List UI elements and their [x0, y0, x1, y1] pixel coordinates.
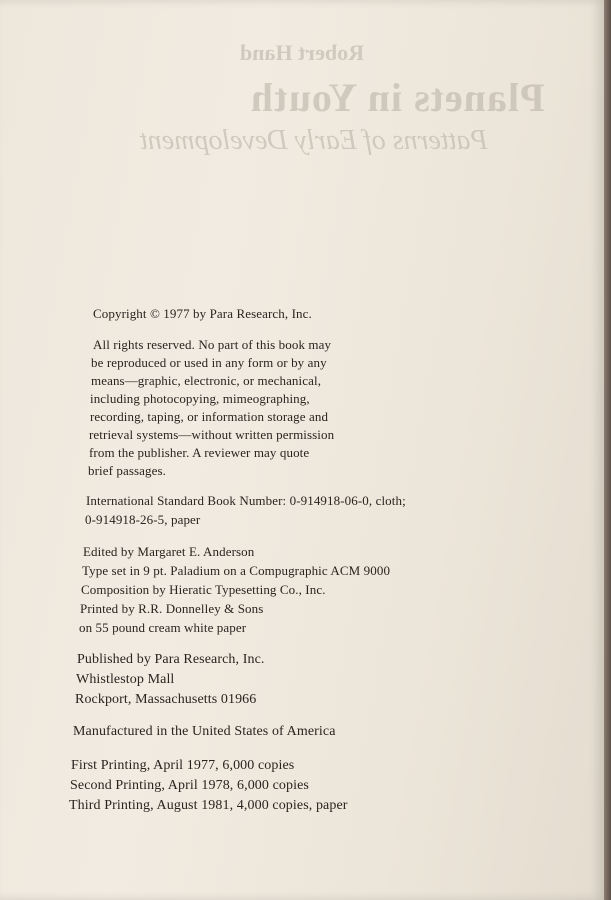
credits-line: Edited by Margaret E. Anderson [83, 544, 255, 559]
rights-line: recording, taping, or information storage and [90, 409, 329, 424]
copyright-line: Copyright © 1977 by Para Research, Inc. [93, 306, 312, 321]
credits-line: on 55 pound cream white paper [79, 620, 247, 635]
publisher-line: Rockport, Massachusetts 01966 [75, 692, 257, 707]
show-through-subtitle: Patterns of Early Development [140, 125, 488, 156]
printing-line: Second Printing, April 1978, 6,000 copies [70, 778, 309, 793]
rights-line: from the publisher. A reviewer may quote [89, 445, 310, 460]
isbn-line: International Standard Book Number: 0-914918-06-0, cloth; [86, 493, 406, 508]
publisher-line: Whistlestop Mall [76, 672, 175, 687]
rights-line: retrieval systems—without written permission [89, 427, 335, 442]
show-through-title: Planets in Youth [250, 75, 545, 120]
rights-line: be reproduced or used in any form or by any [91, 355, 327, 370]
isbn-line: 0-914918-26-5, paper [85, 512, 201, 527]
show-through-author: Robert Hand [240, 40, 365, 65]
printing-line: First Printing, April 1977, 6,000 copies [71, 758, 295, 773]
rights-line: brief passages. [88, 463, 167, 478]
rights-line: including photocopying, mimeographing, [90, 391, 310, 406]
page-edge [604, 0, 611, 900]
printing-line: Third Printing, August 1981, 4,000 copies, paper [69, 798, 348, 813]
credits-line: Composition by Hieratic Typesetting Co., Inc. [81, 582, 326, 597]
credits-line: Type set in 9 pt. Paladium on a Compugraphic ACM 9000 [82, 563, 391, 578]
publisher-line: Published by Para Research, Inc. [77, 652, 265, 667]
rights-line: means—graphic, electronic, or mechanical, [91, 373, 322, 388]
credits-line: Printed by R.R. Donnelley & Sons [80, 601, 264, 616]
manufactured-line: Manufactured in the United States of America [73, 724, 336, 739]
rights-line: All rights reserved. No part of this book may [93, 337, 332, 352]
